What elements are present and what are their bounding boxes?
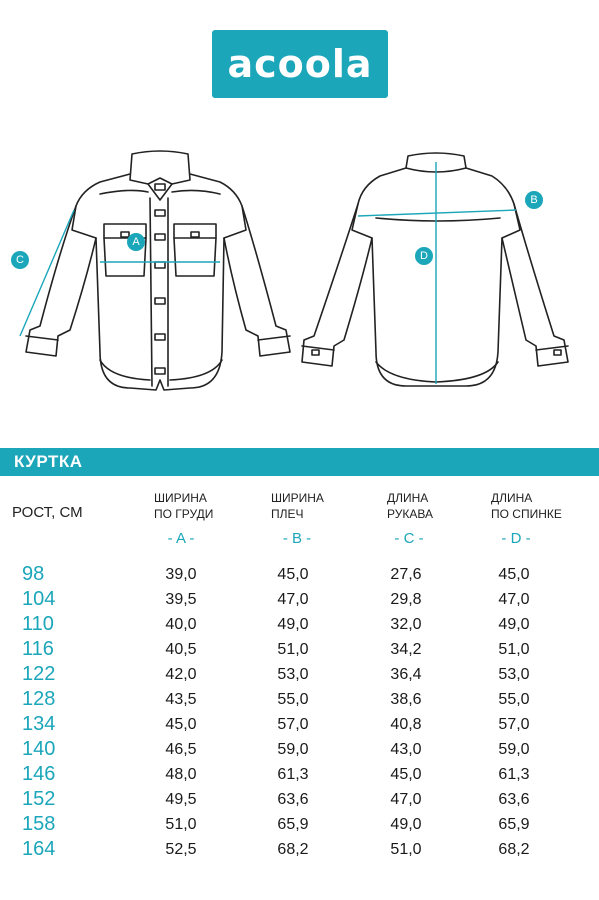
measurement-value: 49,0 xyxy=(498,616,530,633)
measurement-value: 48,0 xyxy=(165,766,197,783)
measurement-value: 40,8 xyxy=(390,716,422,733)
measurement-value: 49,5 xyxy=(165,791,197,808)
measurement-value: 53,0 xyxy=(498,666,530,683)
measurement-value: 43,0 xyxy=(390,741,422,758)
height-column-header: РОСТ, СМ xyxy=(12,504,83,521)
measurement-value: 51,0 xyxy=(165,816,197,833)
table-row xyxy=(0,712,599,737)
measurement-value: 68,2 xyxy=(498,841,530,858)
measurement-value: 59,0 xyxy=(277,741,309,758)
measurement-value: 52,5 xyxy=(165,841,197,858)
measurement-value: 57,0 xyxy=(498,716,530,733)
section-banner xyxy=(0,448,599,476)
height-value: 104 xyxy=(22,588,56,610)
measurement-value: 36,4 xyxy=(390,666,422,683)
measurement-value: 32,0 xyxy=(390,616,422,633)
measurement-value: 55,0 xyxy=(277,691,309,708)
table-row xyxy=(0,762,599,787)
measurement-value: 57,0 xyxy=(277,716,309,733)
height-value: 152 xyxy=(22,788,56,810)
column-header-back-length: ДЛИНА ПО СПИНКЕ xyxy=(491,491,562,521)
measurement-value: 39,0 xyxy=(165,566,197,583)
table-row xyxy=(0,662,599,687)
table-row xyxy=(0,562,599,587)
measurement-value: 27,6 xyxy=(390,566,422,583)
measurement-value: 39,5 xyxy=(165,591,197,608)
column-header-shoulders: ШИРИНА ПЛЕЧ xyxy=(271,491,324,521)
column-letter-d: - D - xyxy=(501,530,531,547)
column-header-sleeve: ДЛИНА РУКАВА xyxy=(387,491,433,521)
measurement-value: 63,6 xyxy=(277,791,309,808)
measurement-value: 51,0 xyxy=(390,841,422,858)
column-letter-c: - C - xyxy=(394,530,424,547)
measurement-value: 43,5 xyxy=(165,691,197,708)
brand-logo-text: acoola xyxy=(227,42,373,86)
measurement-value: 51,0 xyxy=(277,641,309,658)
measurement-value: 40,0 xyxy=(165,616,197,633)
measurement-value: 59,0 xyxy=(498,741,530,758)
measurement-value: 61,3 xyxy=(277,766,309,783)
measurement-value: 53,0 xyxy=(277,666,309,683)
table-row xyxy=(0,737,599,762)
marker-d-label: D xyxy=(420,250,428,262)
table-row xyxy=(0,837,599,862)
measurement-value: 40,5 xyxy=(165,641,197,658)
marker-b-label: B xyxy=(530,194,538,206)
measurement-value: 51,0 xyxy=(498,641,530,658)
measurement-value: 63,6 xyxy=(498,791,530,808)
measurement-value: 29,8 xyxy=(390,591,422,608)
table-row xyxy=(0,612,599,637)
measurement-value: 55,0 xyxy=(498,691,530,708)
table-row xyxy=(0,687,599,712)
brand-logo xyxy=(212,30,388,98)
height-value: 116 xyxy=(22,638,54,660)
height-value: 110 xyxy=(22,613,54,635)
measurement-value: 46,5 xyxy=(165,741,197,758)
height-value: 158 xyxy=(22,813,56,835)
table-row xyxy=(0,787,599,812)
measurement-value: 65,9 xyxy=(498,816,530,833)
height-value: 122 xyxy=(22,663,56,685)
height-value: 146 xyxy=(22,763,56,785)
table-row xyxy=(0,637,599,662)
product-title: КУРТКА xyxy=(14,452,83,471)
measurement-value: 65,9 xyxy=(277,816,309,833)
measurement-value: 45,0 xyxy=(390,766,422,783)
measurement-value: 42,0 xyxy=(165,666,197,683)
height-value: 164 xyxy=(22,838,56,860)
measurement-value: 49,0 xyxy=(390,816,422,833)
measurement-value: 45,0 xyxy=(277,566,309,583)
column-letter-a: - A - xyxy=(167,530,195,547)
table-row xyxy=(0,812,599,837)
measurement-value: 61,3 xyxy=(498,766,530,783)
height-value: 140 xyxy=(22,738,56,760)
measurement-value: 38,6 xyxy=(390,691,422,708)
back-shirt-drawing xyxy=(302,153,568,386)
marker-a-label: A xyxy=(132,236,140,248)
height-value: 98 xyxy=(22,563,45,585)
measurement-value: 47,0 xyxy=(498,591,530,608)
measurement-value: 47,0 xyxy=(277,591,309,608)
column-header-chest: ШИРИНА ПО ГРУДИ xyxy=(154,491,214,521)
height-value: 128 xyxy=(22,688,56,710)
table-row xyxy=(0,587,599,612)
garment-sketch xyxy=(0,140,599,400)
measurement-value: 68,2 xyxy=(277,841,309,858)
measurement-value: 47,0 xyxy=(390,791,422,808)
height-value: 134 xyxy=(22,713,56,735)
measurement-value: 49,0 xyxy=(277,616,309,633)
measurement-value: 34,2 xyxy=(390,641,422,658)
column-letter-b: - B - xyxy=(282,530,312,547)
measurement-value: 45,0 xyxy=(498,566,530,583)
measurement-value: 45,0 xyxy=(165,716,197,733)
marker-c-label: C xyxy=(16,254,24,266)
